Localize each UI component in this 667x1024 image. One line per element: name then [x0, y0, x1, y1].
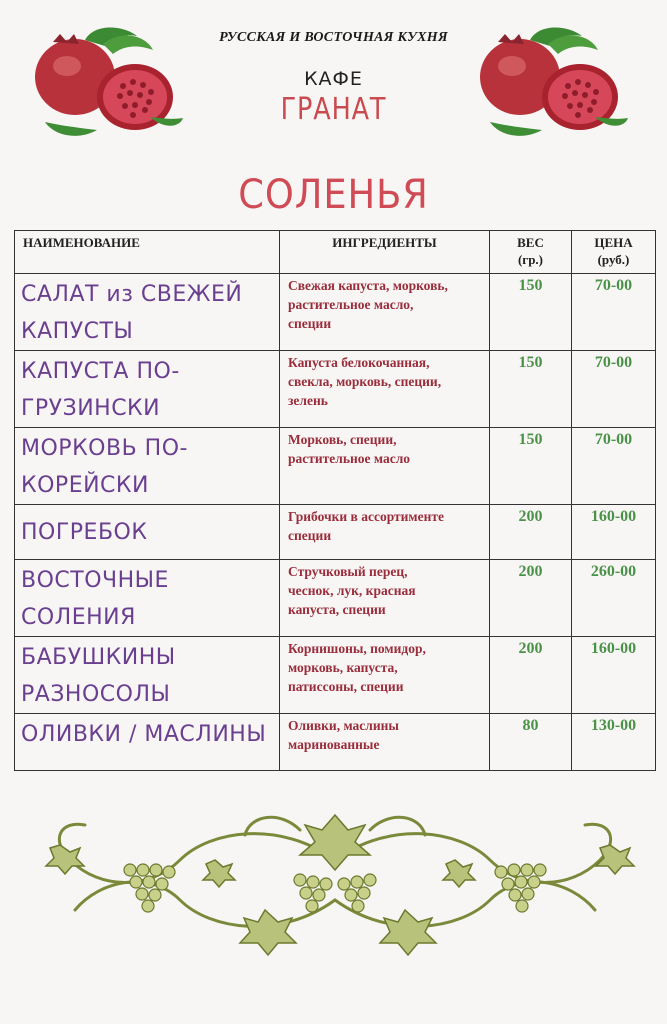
dish-weight: 80 [490, 714, 572, 771]
ingredient-line: специи [288, 528, 332, 543]
ingredient-line: Капуста белокочанная, [288, 355, 430, 370]
dish-name [15, 351, 280, 428]
dish-ingredients [280, 428, 490, 505]
dish-name-line: ВОСТОЧНЫЕ СОЛЕНИЯ [21, 568, 169, 630]
dish-price: 70-00 [572, 351, 656, 428]
dish-price: 160-00 [572, 505, 656, 560]
dish-weight: 150 [490, 274, 572, 351]
ingredient-line: Морковь, специи, [288, 432, 397, 447]
dish-price: 160-00 [572, 637, 656, 714]
dish-name-line: КАПУСТЫ [21, 319, 134, 344]
dish-name [15, 274, 280, 351]
ingredient-line: растительное масло, [288, 297, 414, 312]
dish-name-line: ПОГРЕБОК [21, 520, 148, 545]
cuisine-subtitle: РУССКАЯ И ВОСТОЧНАЯ КУХНЯ [219, 30, 448, 45]
table-row [15, 637, 656, 714]
dish-name-line: КОРЕЙСКИ [21, 473, 149, 498]
ingredient-line: специи [288, 316, 332, 331]
dish-name-line: МОРКОВЬ ПО- [21, 436, 188, 461]
dish-weight: 200 [490, 560, 572, 637]
ingredient-line: Корнишоны, помидор, [288, 641, 426, 656]
ingredient-line: чеснок, лук, красная [288, 583, 416, 598]
dish-price: 70-00 [572, 274, 656, 351]
dish-name-line: КАПУСТА ПО- [21, 359, 180, 384]
table-row [15, 505, 656, 560]
header-weight-line2: (гр.) [517, 252, 544, 267]
dish-weight: 150 [490, 351, 572, 428]
cafe-name: ГРАНАТ [280, 92, 387, 127]
dish-name-line: БАБУШКИНЫ [21, 645, 176, 670]
menu-table [14, 230, 656, 771]
header-price [572, 231, 656, 274]
ingredient-line: Свежая капуста, морковь, [288, 278, 448, 293]
dish-name [15, 428, 280, 505]
dish-weight: 150 [490, 428, 572, 505]
ingredient-line: маринованные [288, 737, 380, 752]
ingredient-line: Оливки, маслины [288, 718, 399, 733]
dish-name [15, 505, 280, 560]
ingredient-line: капуста, специи [288, 602, 386, 617]
dish-name [15, 714, 280, 771]
table-row [15, 560, 656, 637]
dish-ingredients [280, 505, 490, 560]
ingredient-line: Грибочки в ассортименте [288, 509, 445, 524]
dish-name [15, 560, 280, 637]
dish-price: 70-00 [572, 428, 656, 505]
header-price-line1: ЦЕНА [594, 235, 633, 250]
table-row [15, 274, 656, 351]
section-title: СОЛЕНЬЯ [238, 172, 429, 218]
header-weight-line1: ВЕС [517, 235, 544, 250]
dish-weight: 200 [490, 637, 572, 714]
dish-name-line: САЛАТ из СВЕЖЕЙ [21, 282, 243, 307]
table-row [15, 351, 656, 428]
dish-price: 130-00 [572, 714, 656, 771]
ingredient-line: морковь, капуста, [288, 660, 398, 675]
cafe-label: КАФЕ [304, 68, 363, 90]
dish-name-line: ГРУЗИНСКИ [21, 396, 161, 421]
header-ingredients: ИНГРЕДИЕНТЫ [280, 231, 490, 274]
dish-ingredients [280, 637, 490, 714]
ingredient-line: зелень [288, 393, 328, 408]
table-row [15, 714, 656, 771]
table-row [15, 428, 656, 505]
dish-ingredients [280, 560, 490, 637]
dish-weight: 200 [490, 505, 572, 560]
header-name: НАИМЕНОВАНИЕ [15, 231, 280, 274]
header-weight [490, 231, 572, 274]
dish-name [15, 637, 280, 714]
dish-ingredients [280, 714, 490, 771]
dish-price: 260-00 [572, 560, 656, 637]
dish-name-line: ОЛИВКИ / МАСЛИНЫ [21, 722, 267, 747]
ingredient-line: патиссоны, специи [288, 679, 404, 694]
dish-name-line: РАЗНОСОЛЫ [21, 682, 171, 707]
ingredient-line: растительное масло [288, 451, 411, 466]
ingredient-line: Стручковый перец, [288, 564, 408, 579]
dish-ingredients [280, 351, 490, 428]
table-header-row [15, 231, 656, 274]
dish-ingredients [280, 274, 490, 351]
ingredient-line: свекла, морковь, специи, [288, 374, 442, 389]
header-price-line2: (руб.) [597, 252, 630, 267]
grape-vine-ornament [30, 800, 640, 960]
